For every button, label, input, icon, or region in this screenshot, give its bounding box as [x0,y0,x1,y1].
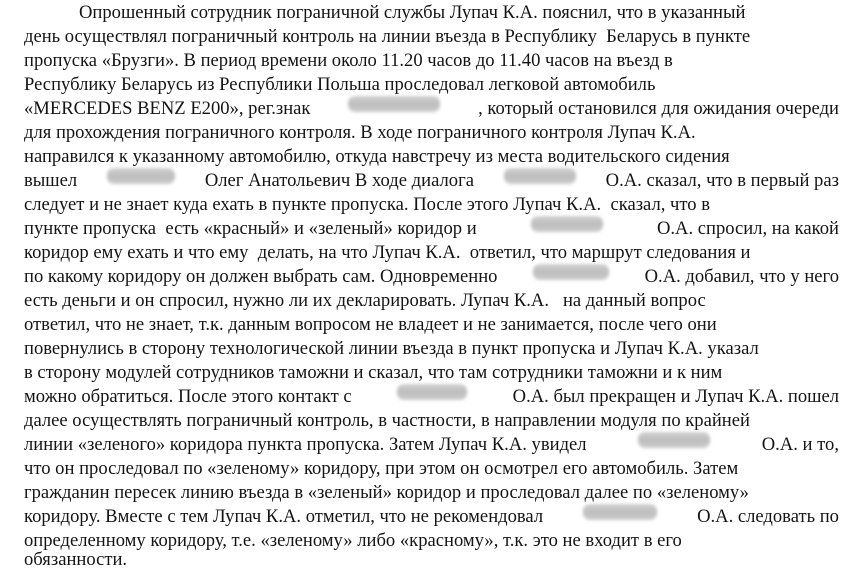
text-fragment: О.А. был прекращен и Лупач К.А. пошел [512,386,839,407]
text-fragment: «MERCEDES BENZ E200», рег.знак [24,98,311,119]
redacted-surname [107,168,175,184]
redacted-surname [533,264,609,280]
text-line [24,433,839,457]
text-fragment: день осуществлял пограничный контроль на линии въезда в Республику Беларусь в пункте [24,26,751,47]
text-line [24,361,839,385]
text-line [24,457,839,481]
text-fragment: для прохождения пограничного контроля. В ходе пограничного контроля Лупач К.А. [24,122,696,143]
text-fragment: далее осуществлять пограничный контроль, в частности, в направлении модуля по крайней [24,410,750,431]
text-fragment: повернулись в сторону технологической линии въезда в пункт пропуска и Лупач К.А. указал [24,338,759,359]
text-fragment: пропуска «Брузги». В период времени около 11.20 часов до 11.40 часов на въезд в [24,50,673,71]
text-fragment: коридору. Вместе с тем Лупач К.А. отметил, что не рекомендовал [24,506,544,527]
text-fragment: есть деньги и он спросил, нужно ли их декларировать. Лупач К.А. на данный вопрос [24,290,706,311]
text-line [24,217,839,241]
redacted-surname [638,432,710,448]
text-fragment: Опрошенный сотрудник пограничной службы Лупач К.А. пояснил, что в указанный [79,2,746,23]
redacted-surname [397,384,467,400]
text-fragment: О.А. следовать по [697,506,839,527]
text-line [24,121,839,145]
text-fragment: О.А. и то, [761,434,839,455]
text-fragment: определенному коридору, т.е. «зеленому» либо «красному», т.к. это не входит в его [24,530,682,551]
text-fragment: что он проследовал по «зеленому» коридору, при этом он осмотрел его автомобиль. Затем [24,458,739,479]
text-line [24,385,839,409]
text-line [24,409,839,433]
text-fragment: можно обратиться. После этого контакт с [24,386,352,407]
text-fragment: по какому коридору он должен выбрать сам. Одновременно [24,266,498,287]
text-line [79,1,839,25]
text-line [24,313,839,337]
text-fragment: следует и не знает куда ехать в пункте пропуска. После этого Лупач К.А. сказал, что в [24,194,710,215]
text-fragment: в сторону модулей сотрудников таможни и сказал, что там сотрудники таможни и к ним [24,362,723,383]
text-fragment: обязанности. [24,549,128,570]
redacted-surname [504,168,576,184]
text-line [24,49,839,73]
text-fragment: направился к указанному автомобилю, откуда навстречу из места водительского сидения [24,146,730,167]
text-line [24,169,839,193]
text-line [24,265,839,289]
text-line [24,73,839,97]
text-fragment: вышел [24,170,78,191]
text-fragment: пункте пропуска есть «красный» и «зеленый» коридор и [24,218,477,239]
text-line [24,193,839,217]
text-fragment: коридор ему ехать и что ему делать, на что Лупач К.А. ответил, что маршрут следования и [24,242,751,263]
text-line [24,25,839,49]
redacted-surname [583,504,657,520]
text-fragment: Олег Анатольевич В ходе диалога [204,170,474,191]
text-fragment: , который остановился для ожидания очереди [478,98,839,119]
text-line [24,481,839,505]
redacted-plate-number [348,96,440,112]
text-fragment: гражданин пересек линию въезда в «зеленый» коридор и проследовал далее по «зеленому» [24,482,749,503]
text-line [24,145,839,169]
text-fragment: Республику Беларусь из Республики Польша проследовал легковой автомобиль [24,74,656,95]
text-line [24,97,839,121]
redacted-surname [531,216,603,232]
text-line [24,241,839,265]
text-line [24,289,839,313]
text-fragment: ответил, что не знает, т.к. данным вопросом не владеет и не занимается, после чего они [24,314,717,335]
text-fragment: О.А. сказал, что в первый раз [605,170,839,191]
text-fragment: О.А. добавил, что у него [644,266,839,287]
text-line [24,548,839,572]
text-line [24,337,839,361]
text-fragment: линии «зеленого» коридора пункта пропуска. Затем Лупач К.А. увидел [24,434,587,455]
text-fragment: О.А. спросил, на какой [656,218,839,239]
text-line [24,505,839,529]
